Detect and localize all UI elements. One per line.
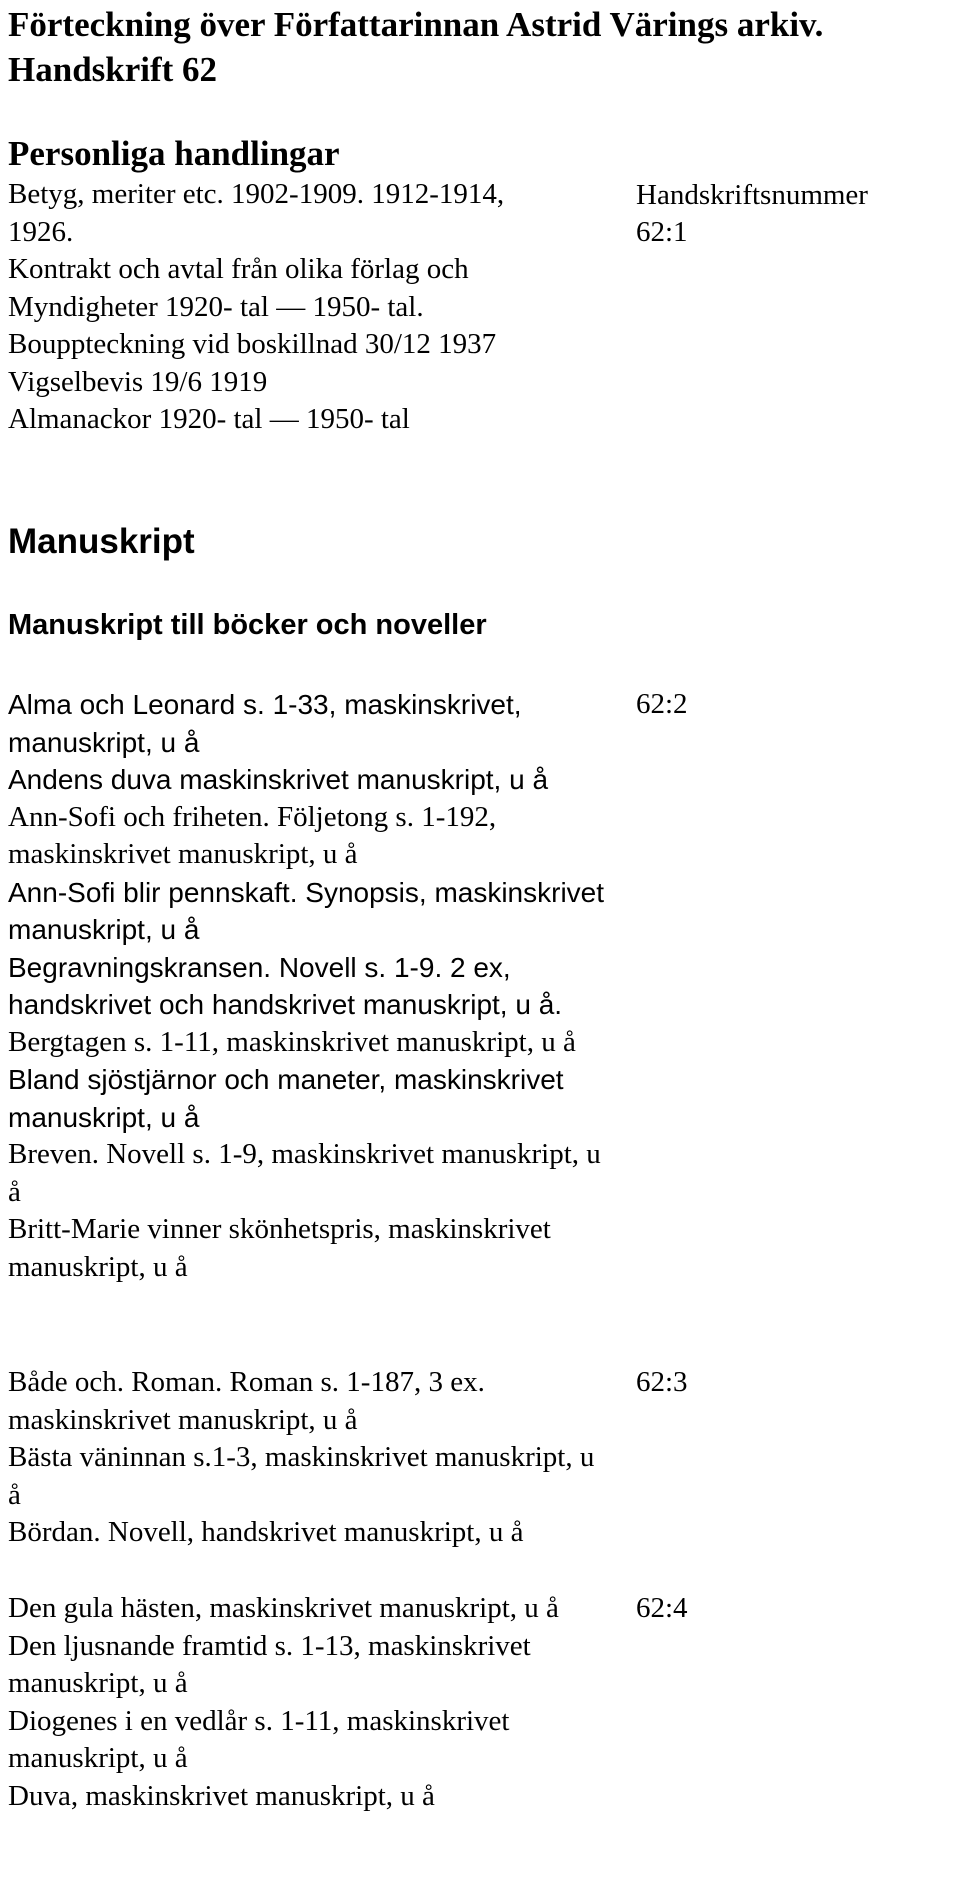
list-item: Bördan. Novell, handskrivet manuskript, u å <box>8 1516 524 1548</box>
manuscript-number: 62:3 <box>636 1366 688 1398</box>
list-item: Begravningskransen. Novell s. 1-9. 2 ex, handskrivet och handskrivet manuskript, u å. <box>8 951 563 1020</box>
list-item: Almanackor 1920- tal — 1950- tal <box>8 403 410 435</box>
list-item: Alma och Leonard s. 1-33, maskinskrivet, manuskript, u å <box>8 689 522 758</box>
list-item: Bästa väninnan s.1-3, maskinskrivet manuskript, u å <box>8 1441 595 1511</box>
list-item: Duva, maskinskrivet manuskript, u å <box>8 1779 435 1812</box>
list-item: Kontrakt och avtal från olika förlag och Myndigheter 1920- tal — 1950- tal. <box>8 253 469 323</box>
manuscript-group-list <box>8 1590 613 1815</box>
list-item: Vigselbevis 19/6 1919 <box>8 365 268 398</box>
manuscript-number: 62:2 <box>636 688 688 720</box>
list-item: Britt-Marie vinner skönhetspris, maskinskrivet manuskript, u å <box>8 1213 551 1283</box>
subsection-heading-books-novellas: Manuskript till böcker och noveller <box>8 609 487 641</box>
list-item: Den ljusnande framtid s. 1-13, maskinskrivet manuskript, u å <box>8 1629 531 1699</box>
section-heading-manuscripts: Manuskript <box>8 522 195 561</box>
personal-documents-list <box>8 176 548 439</box>
manuscript-number: 62:1 <box>636 216 688 248</box>
manuscript-group-list <box>8 1364 613 1552</box>
list-item: Bland sjöstjärnor och maneter, maskinskrivet manuskript, u å <box>8 1064 564 1133</box>
list-item: Både och. Roman. Roman s. 1-187, 3 ex. maskinskrivet manuskript, u å <box>8 1366 485 1436</box>
manuscript-number: 62:4 <box>636 1592 688 1624</box>
document-title: Förteckning över Författarinnan Astrid Värings arkiv. Handskrift 62 <box>8 5 824 89</box>
column-header-manuscript-number: Handskriftsnummer <box>636 179 868 211</box>
list-item: Breven. Novell s. 1-9, maskinskrivet manuskript, u å <box>8 1138 601 1208</box>
list-item: Den gula hästen, maskinskrivet manuskript, u å <box>8 1592 559 1624</box>
list-item: Betyg, meriter etc. 1902-1909. 1912-1914, 1926. <box>8 178 505 248</box>
list-item: Andens duva maskinskrivet manuskript, u å <box>8 764 549 795</box>
list-item: Diogenes i en vedlår s. 1-11, maskinskrivet manuskript, u å <box>8 1704 510 1774</box>
list-item: Ann-Sofi blir pennskaft. Synopsis, maskinskrivet manuskript, u å <box>8 876 605 945</box>
list-item: Bergtagen s. 1-11, maskinskrivet manuskript, u å <box>8 1025 576 1058</box>
section-heading-personal: Personliga handlingar <box>8 134 340 173</box>
list-item: Ann-Sofi och friheten. Följetong s. 1-192, maskinskrivet manuskript, u å <box>8 800 497 870</box>
list-item: Bouppteckning vid boskillnad 30/12 1937 <box>8 328 497 360</box>
manuscript-group-list <box>8 686 613 1286</box>
